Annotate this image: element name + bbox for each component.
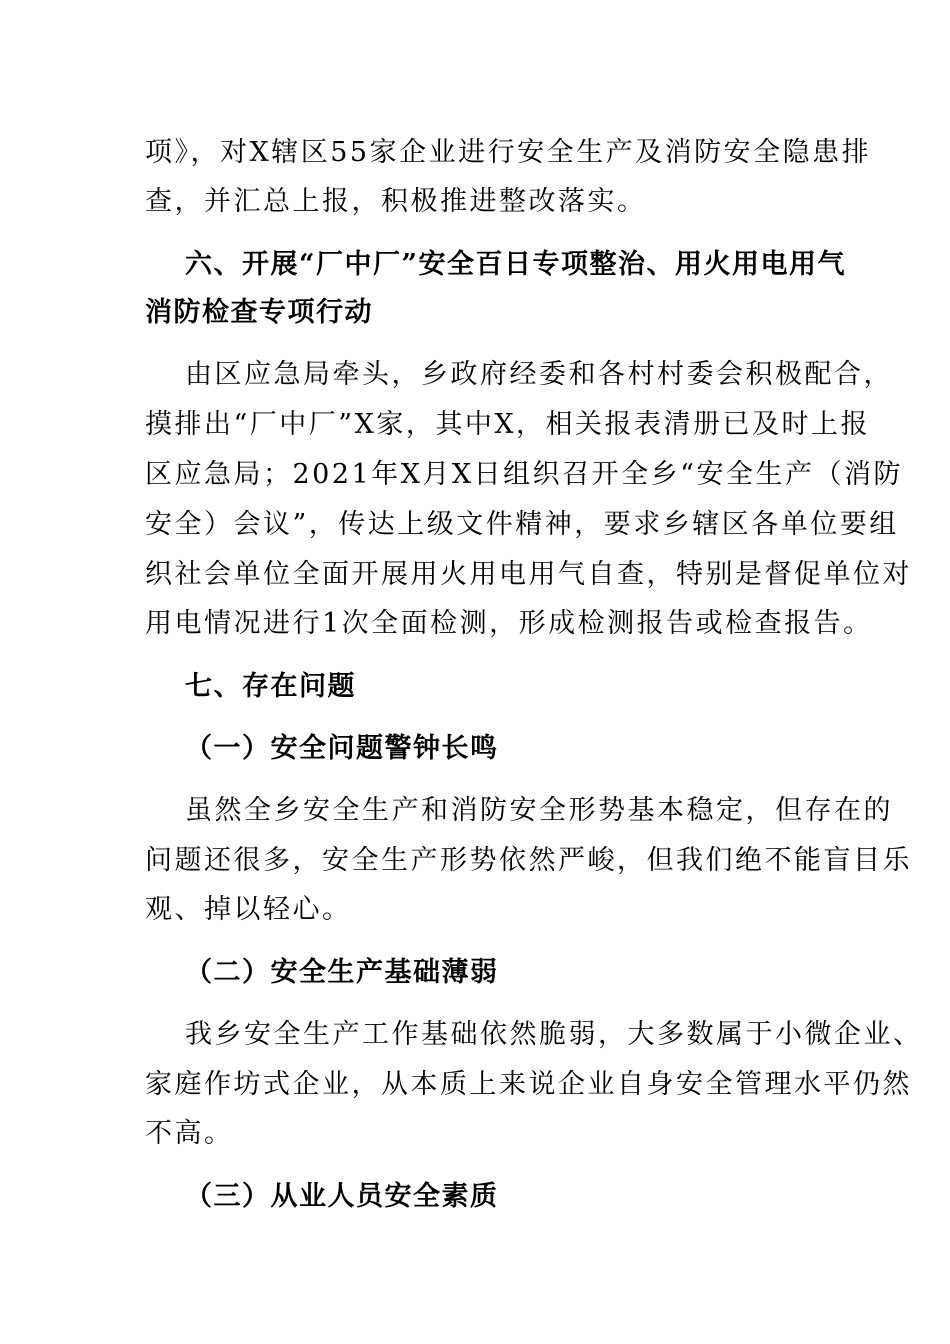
paragraph-line: 观、掉以轻心。 — [145, 894, 352, 925]
paragraph-line: 项》，对X辖区55家企业进行安全生产及消防安全隐患排 — [145, 137, 872, 168]
section-heading: 七、存在问题 — [185, 671, 356, 702]
paragraph-line: 查，并汇总上报，积极推进整改落实。 — [145, 186, 647, 217]
paragraph-line: 虽然全乡安全生产和消防安全形势基本稳定，但存在的 — [185, 795, 893, 826]
paragraph-line: 摸排出“厂中厂”X家，其中X，相关报表清册已及时上报 — [145, 409, 871, 440]
subsection-heading: （二）安全生产基础薄弱 — [185, 957, 499, 988]
paragraph-line: 区应急局；2021年X月X日组织召开全乡“安全生产（消防 — [145, 459, 903, 490]
paragraph-line: 用电情况进行1次全面检测，形成检测报告或检查报告。 — [145, 608, 873, 639]
subsection-heading: （三）从业人员安全素质 — [185, 1181, 499, 1212]
paragraph-line: 织社会单位全面开展用火用电用气自查，特别是督促单位对 — [145, 559, 912, 590]
paragraph-line: 安全）会议”，传达上级文件精神，要求乡辖区各单位要组 — [145, 509, 899, 540]
section-heading: 消防检查专项行动 — [145, 297, 373, 328]
subsection-heading: （一）安全问题警钟长鸣 — [185, 733, 499, 764]
paragraph-line: 问题还很多，安全生产形势依然严峻，但我们绝不能盲目乐 — [145, 845, 912, 876]
paragraph-line: 不高。 — [145, 1118, 234, 1149]
paragraph-line: 我乡安全生产工作基础依然脆弱，大多数属于小微企业、 — [185, 1019, 923, 1050]
paragraph-line: 家庭作坊式企业，从本质上来说企业自身安全管理水平仍然 — [145, 1069, 912, 1100]
section-heading: 六、开展“厂中厂”安全百日专项整治、用火用电用气 — [185, 249, 847, 280]
paragraph-line: 由区应急局牵头，乡政府经委和各村村委会积极配合， — [185, 359, 893, 390]
